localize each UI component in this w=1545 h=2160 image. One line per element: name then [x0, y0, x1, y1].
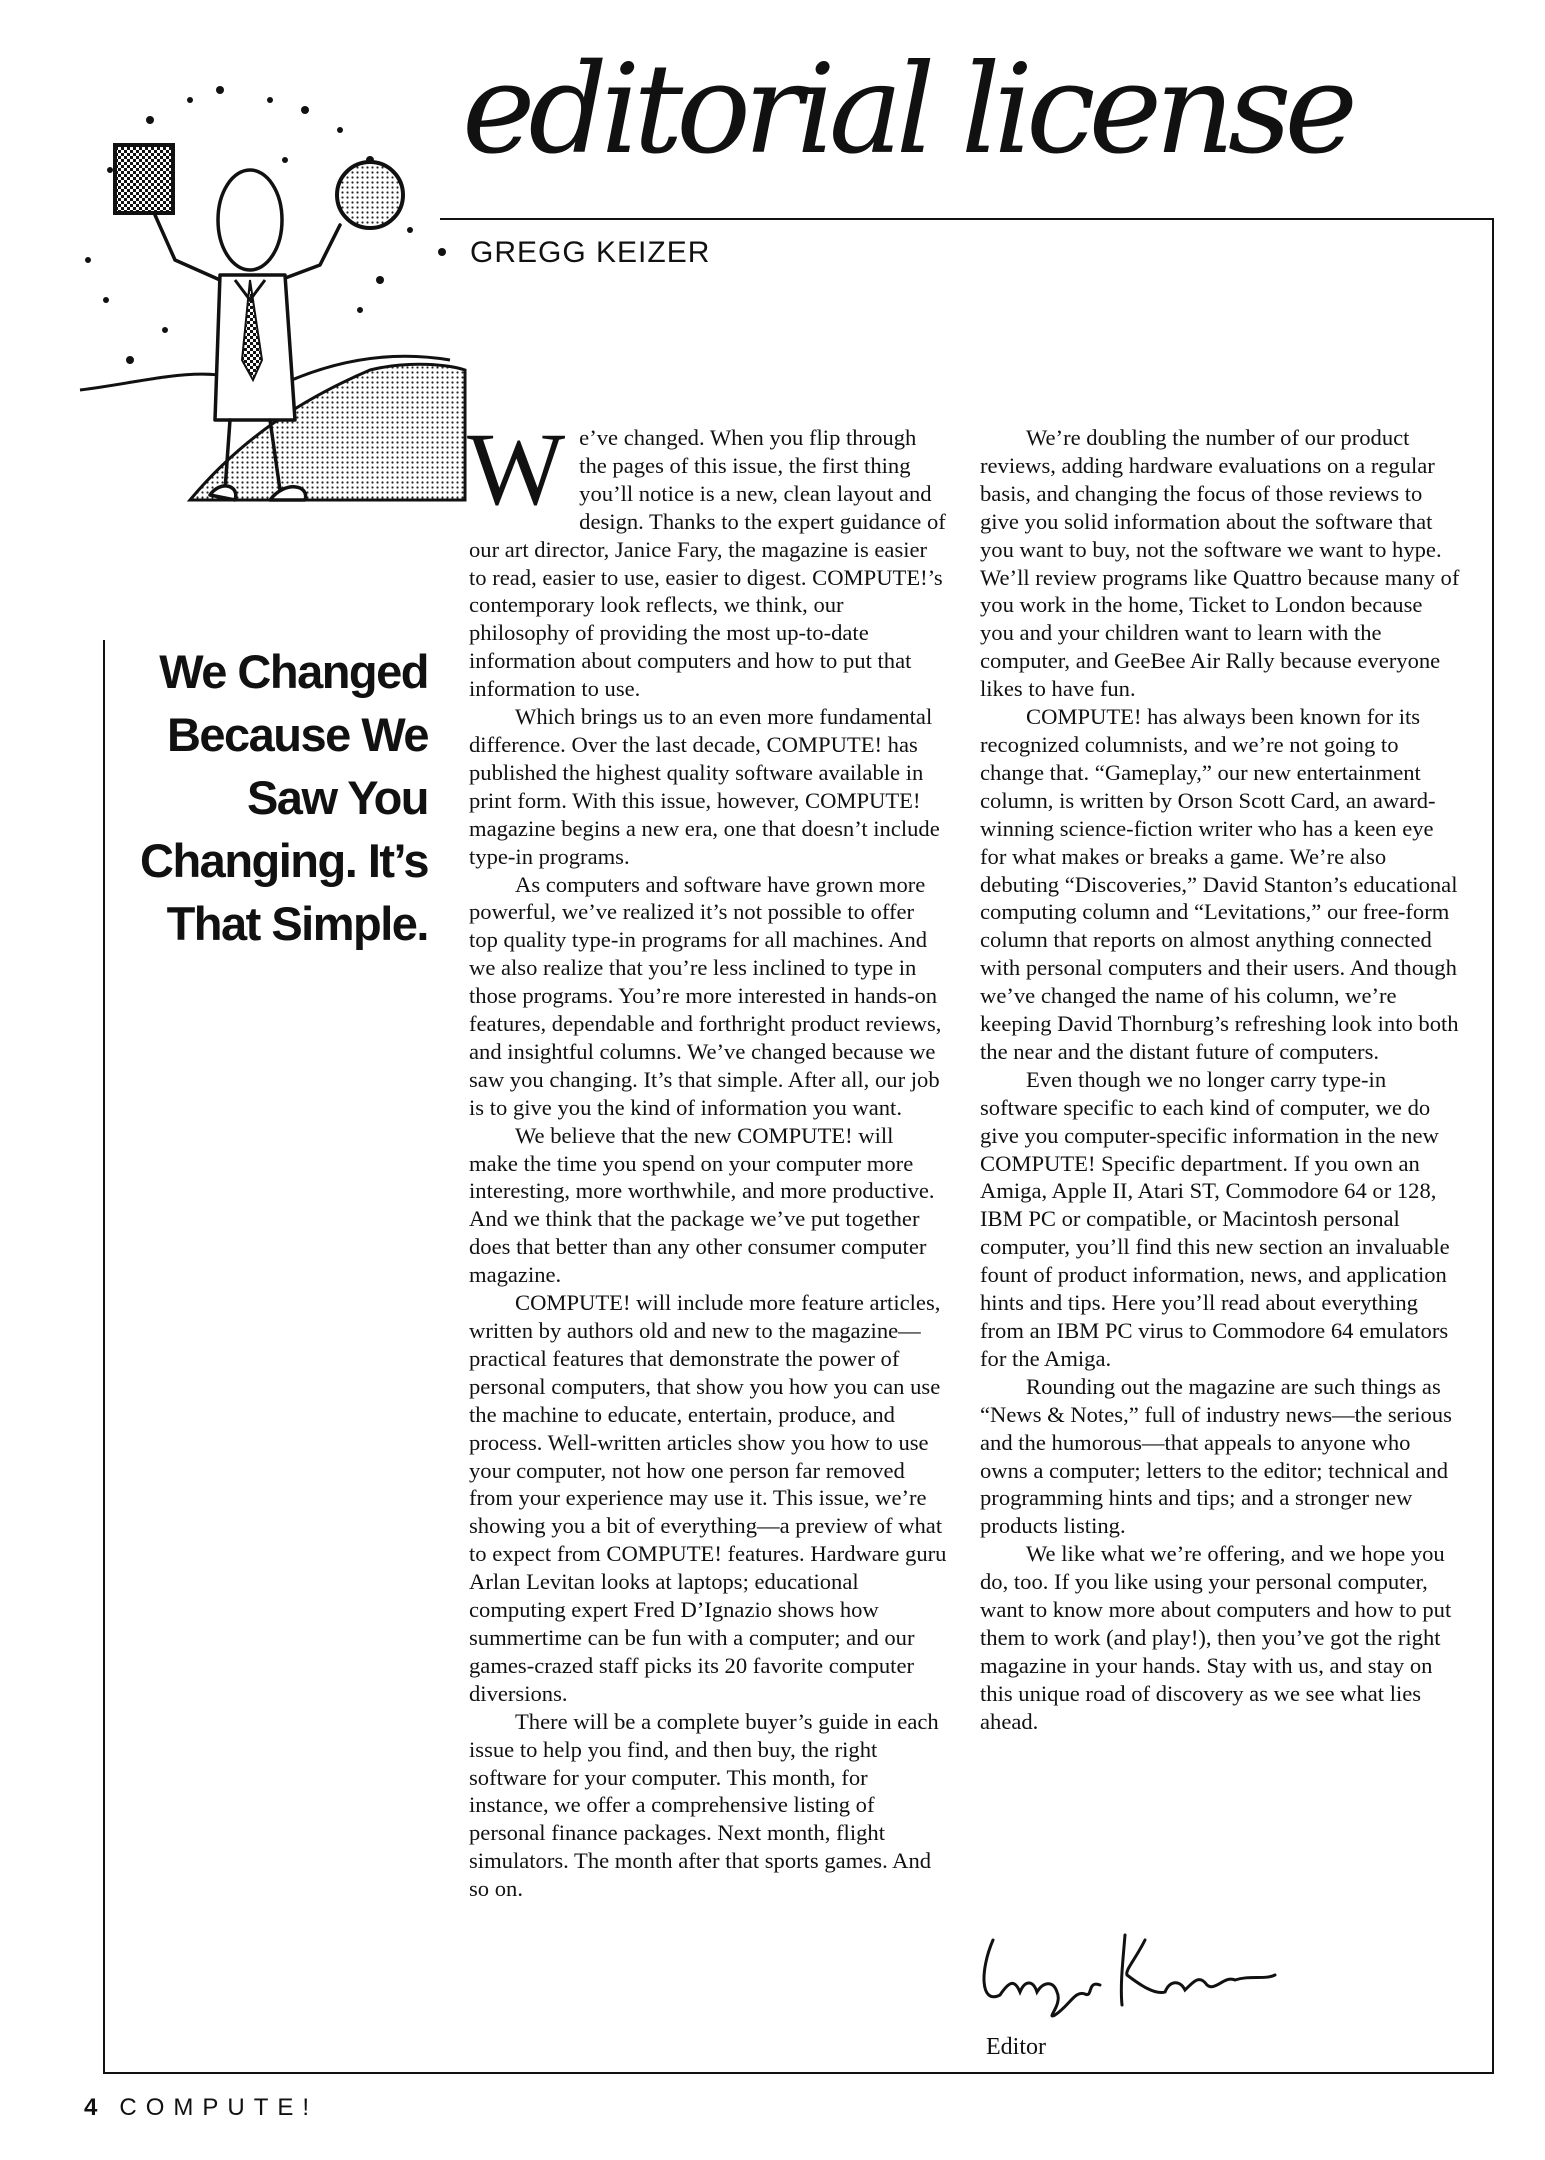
article-column-right [980, 424, 1460, 1736]
article-paragraph: COMPUTE! has always been known for its recognized columnists, and we’re not going to change that. “Gameplay,” our new entertainment column, is written by Orson Scott Card, an award-winning science-fiction writer who has a keen eye for what makes or breaks a game. We’re also debuting “Discoveries,” David Stanton’s educational computing column and “Levitations,” our free-form column that reports on almost anything connected with personal computers and their users. And though we’ve changed the name of his column, we’re keeping David Thornburg’s refreshing look into both the near and the distant future of computers. [980, 704, 1459, 1064]
author-name: GREGG KEIZER [470, 236, 711, 269]
paragraph-text: e’ve changed. When you flip through the pages of this issue, the first thing you’ll notice is a new, clean layout and design. Thanks to the expert guidance of our art director, Janice Fary, the magazine is easier to read, easier to use, easier to digest. COMPUTE!’s contemporary look reflects, we think, our philosophy of providing the most up-to-date information about computers and how to put that information to use. [469, 425, 946, 702]
article-column-left [467, 412, 947, 1903]
article-paragraph: Which brings us to an even more fundamental difference. Over the last decade, COMPUTE! has published the highest quality software available in print form. With this issue, however, COMPUTE! magazine begins a new era, one that doesn’t include type-in programs. [469, 704, 940, 869]
pull-quote-line: We Changed [159, 645, 428, 698]
frame-right-rule [1492, 218, 1494, 2073]
magazine-name: COMPUTE! [119, 2094, 319, 2121]
author-byline [470, 236, 710, 270]
article-paragraph: Even though we no longer carry type-in software specific to each kind of computer, we do give you computer-specific information in the new COMPUTE! Specific department. If you own an Amiga, Apple II, Atari ST, Commodore 64 or 128, IBM PC or compatible, or Macintosh personal computer, you’ll find this new section an invaluable fount of product information, news, and application hints and tips. Here you’ll read about everything from an IBM PC virus to Commodore 64 emulators for the Amiga. [980, 1066, 1450, 1371]
signature-role: Editor [986, 2034, 1046, 2060]
article-paragraph: Rounding out the magazine are such things as “News & Notes,” full of industry news—the serious and the humorous—that appeals to anyone who owns a computer; letters to the editor; technical and programming hints and tips; and a stronger new products listing. [980, 1373, 1452, 1539]
article-paragraph: We’re doubling the number of our product reviews, adding hardware evaluations on a regular basis, and changing the focus of those reviews to give you solid information about the software that you want to buy, not the software we want to hype. We’ll review programs like Quattro because many of you work in the home, Ticket to London because you and your children want to learn with the computer, and GeeBee Air Rally because everyone likes to have fun. [980, 425, 1460, 702]
drop-cap: W [467, 412, 566, 527]
bullet-icon [438, 248, 446, 256]
pull-quote-line: Saw You [246, 771, 428, 824]
page-title: editorial license [462, 38, 1351, 182]
header-rule [440, 218, 1494, 220]
article-paragraph [467, 412, 947, 703]
pull-quote-line: That Simple. [166, 897, 428, 950]
juggler-illustration-icon [70, 60, 470, 540]
frame-left-rule [103, 640, 105, 2073]
article-paragraph: As computers and software have grown more powerful, we’ve realized it’s not possible to offer top quality type-in programs for all machines. And we also realize that you’re less inclined to type in those programs. You’re more interested in hands-on features, dependable and forthright product reviews, and insightful columns. We’ve changed because we saw you changing. It’s that simple. After all, our job is to give you the kind of information you want. [469, 871, 942, 1120]
pull-quote-line: Because We [166, 708, 428, 761]
article-paragraph: There will be a complete buyer’s guide in each issue to help you find, and then buy, the right software for your computer. This month, for instance, we offer a comprehensive listing of personal finance packages. Next month, flight simulators. The month after that sports games. And so on. [469, 1708, 939, 1902]
handwritten-signature-icon [975, 1920, 1305, 2030]
article-paragraph: We like what we’re offering, and we hope you do, too. If you like using your personal computer, want to know more about computers and how to put them to work (and play!), then you’ve got the right magazine in your hands. Stay with us, and stay on this unique road of discovery as we see what lies ahead. [980, 1541, 1452, 1734]
pull-quote [118, 640, 428, 955]
page-footer [84, 2094, 318, 2122]
article-paragraph: We believe that the new COMPUTE! will make the time you spend on your computer more interesting, more worthwhile, and more productive. And we think that the package we’ve put together does that better than any other consumer computer magazine. [469, 1122, 935, 1288]
frame-bottom-rule [103, 2072, 1494, 2074]
article-paragraph: COMPUTE! will include more feature articles, written by authors old and new to the magazine—practical features that demonstrate the power of personal computers, that show you how you can use the machine to educate, entertain, produce, and process. Well-written articles show you how to use your computer, not how one person far removed from your experience may use it. This issue, we’re showing you a bit of everything—a preview of what to expect from COMPUTE! features. Hardware guru Arlan Levitan looks at laptops; educational computing expert Fred D’Ignazio shows how summertime can be fun with a computer; and our games-crazed staff picks its 20 favorite computer diversions. [469, 1290, 947, 1706]
page-number: 4 [84, 2094, 98, 2121]
pull-quote-line: Changing. It’s [140, 834, 428, 887]
